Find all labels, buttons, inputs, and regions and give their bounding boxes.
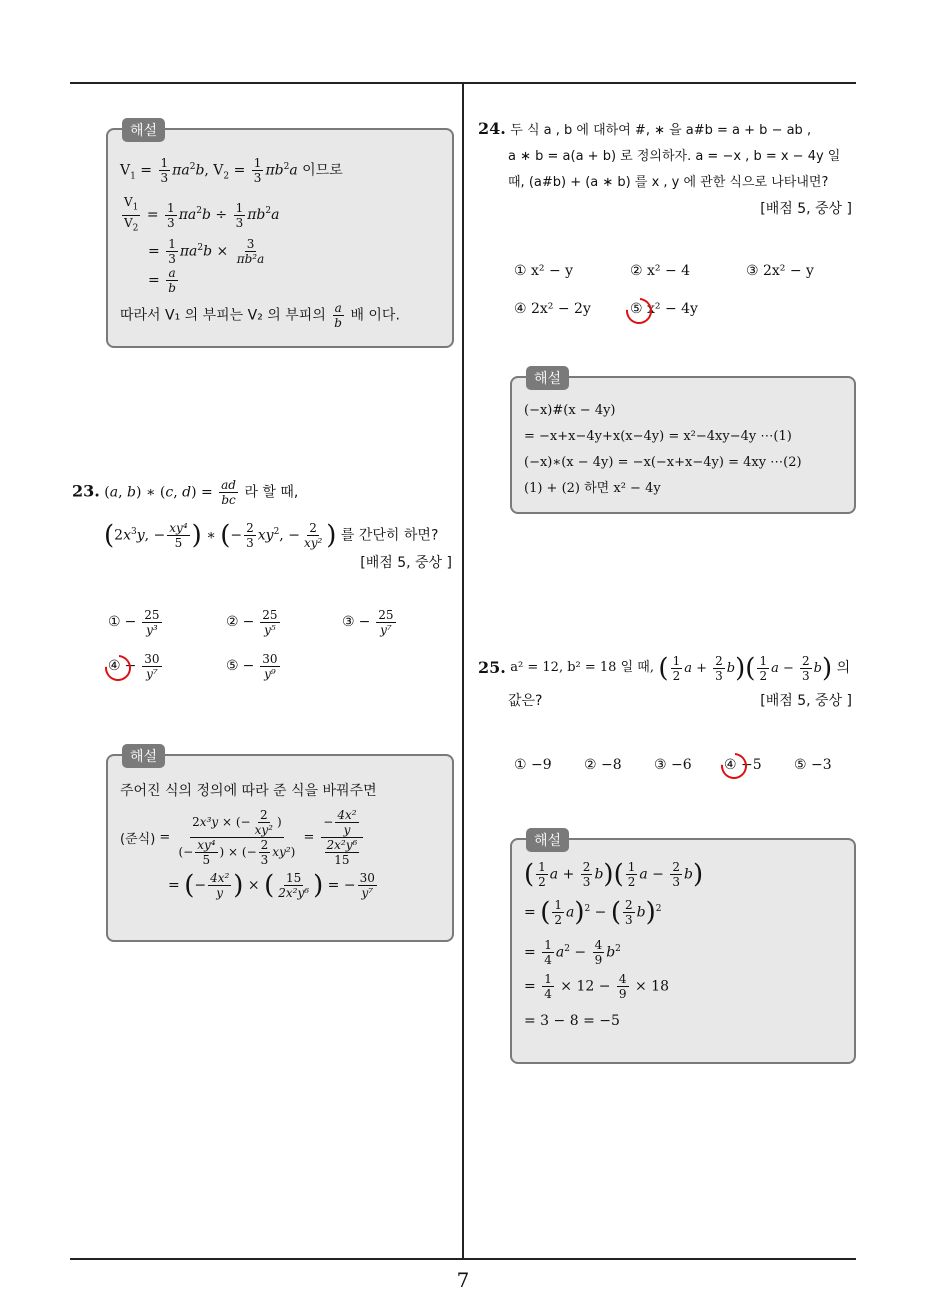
choice-2[interactable]: ② − $\frac{25}{\text{y⁵}}$	[226, 607, 278, 637]
center-divider	[462, 82, 464, 1260]
choice-4[interactable]: ④ −5	[724, 757, 762, 773]
choice-4[interactable]: ④ 2x² − 2y	[514, 301, 591, 317]
choice-1[interactable]: ① −9	[514, 757, 552, 773]
question-number: 23.	[72, 481, 100, 501]
q24-sol-line-1: (−x)#(x − 4y)	[524, 403, 616, 418]
q24-sol-line-3: (−x)∗(x − 4y) = −x(−x+x−4y) = 4xy ⋯(2)	[524, 455, 802, 470]
solution-tag: 해설	[526, 828, 569, 852]
choice-1[interactable]: ① − $\frac{25}{\text{y³}}$	[108, 607, 160, 637]
q25-sol-line-2: = ( $\frac{1}{2}$ a)$^2$ − ( $\frac{2}{3}$ b)$^2$	[524, 897, 662, 928]
solution-tag: 해설	[526, 366, 569, 390]
solution-box-q24	[510, 371, 856, 514]
question-number: 25.	[478, 658, 506, 677]
question-24	[478, 116, 856, 328]
ratio-line: $\frac{V_1}{V_2}$ = $\frac{1}{3}$ $\pi a^2b$ ÷ $\frac{1}{3}$ $\pi b^2a$	[124, 195, 280, 234]
volume-def-line: $V_1$ = $\frac{1}{3}$ $\pi a^2b$, $V_2$ = $\frac{1}{3}$ $\pi b^2a$ 이므로	[120, 156, 343, 186]
q23-sol-fraction: (준식) = 2x³y × (− $\frac{2}{\text{xy²}}$ ) (− $\frac{\text{xy⁴}}{5}$ ) × (− $\frac{2}{3}$ xy²) = − $\frac{\text{4x²}}{y}$ $\frac{\text{2x²y⁶}}{15}$	[120, 808, 440, 867]
choice-5[interactable]: ⑤ −3	[794, 757, 832, 773]
q24-text-3: 때, (a#b) + (a ∗ b) 를 x , y 에 관한 식으로 나타내면?	[508, 175, 829, 190]
q23-choices	[72, 600, 456, 688]
choice-5[interactable]: ⑤ − $\frac{30}{\text{y⁹}}$	[226, 651, 278, 681]
solution-box-q25	[510, 833, 856, 1064]
question-25	[478, 648, 856, 780]
conclusion-line: 따라서 V₁ 의 부피는 V₂ 의 부피의 $\frac{a}{b}$ 배 이다.	[120, 301, 400, 331]
q23-sol-intro: 주어진 식의 정의에 따라 준 식을 바꿔주면	[120, 783, 377, 799]
q23-points: [배점 5, 중상 ]	[360, 555, 452, 572]
q25-choices	[478, 750, 856, 780]
q23-definition: 23. (a, b) ∗ (c, d) = $\frac{ad}{bc}$ 라 할 때,	[72, 478, 299, 507]
bottom-rule	[70, 1258, 856, 1260]
q24-sol-line-4: (1) + (2) 하면 x² − 4y	[524, 481, 661, 496]
q25-sol-line-4: = $\frac{1}{4}$ × 12 − $\frac{4}{9}$ × 18	[524, 972, 669, 1001]
q25-text-1: 25. a² = 12, b² = 18 일 때, ( $\frac{1}{2}$ a + $\frac{2}{3}$ b)( $\frac{1}{2}$ a − $\frac{2}{3}$ b) 의	[478, 653, 851, 683]
choice-3[interactable]: ③ 2x² − y	[746, 263, 814, 279]
choice-2[interactable]: ② x² − 4	[630, 263, 691, 279]
q24-text-1: 24. 두 식 a , b 에 대하여 #, ∗ 을 a#b = a + b − ab ,	[478, 119, 812, 138]
page-number: 7	[456, 1268, 470, 1292]
q25-sol-line-1: ( $\frac{1}{2}$ a + $\frac{2}{3}$ b)( $\frac{1}{2}$ a − $\frac{2}{3}$ b)	[524, 859, 704, 890]
solution-tag: 해설	[122, 744, 165, 768]
solution-box-q22	[106, 123, 454, 348]
question-23	[72, 478, 456, 688]
q24-sol-line-2: = −x+x−4y+x(x−4y) = x²−4xy−4y ⋯(1)	[524, 429, 792, 444]
q25-sol-line-5: = 3 − 8 = −5	[524, 1013, 620, 1029]
solution-tag: 해설	[122, 118, 165, 142]
q23-sol-result: = (− $\frac{\text{4x²}}{y}$ ) × ( $\frac{15}{\text{2x²y⁶}}$ ) = − $\frac{30}{\text{y⁷}}$	[168, 870, 375, 901]
q24-choices	[478, 252, 856, 328]
choice-4[interactable]: ④ − $\frac{30}{\text{y⁷}}$	[108, 651, 160, 681]
q25-sol-line-3: = $\frac{1}{4}$ $a^2$ − $\frac{4}{9}$ $b^2$	[524, 938, 621, 968]
question-number: 24.	[478, 119, 506, 138]
choice-5[interactable]: ⑤ x² − 4y	[630, 301, 698, 317]
solution-box-q23	[106, 749, 454, 942]
q24-text-2: a ∗ b = a(a + b) 로 정의하자. a = −x , b = x − 4y 일	[508, 149, 841, 164]
q25-points: [배점 5, 중상 ]	[760, 693, 852, 709]
choice-3[interactable]: ③ − $\frac{25}{\text{y⁷}}$	[342, 607, 394, 637]
q23-expression: ($2x^3y$, − $\frac{\text{xy⁴}}{5}$ ) ∗ (− $\frac{2}{3}$ $xy^2$, − $\frac{2}{\text{xy²}}$ ) 를 간단히 하면?	[104, 520, 439, 551]
choice-3[interactable]: ③ −6	[654, 757, 692, 773]
ratio-step3: = $\frac{a}{b}$	[148, 266, 176, 296]
ratio-step2: = $\frac{1}{3}$ $\pi a^2b$ × $\frac{3}{\text{πb²a}}$	[148, 237, 265, 267]
q25-text-2: 값은? [배점 5, 중상 ]	[478, 688, 856, 714]
q24-points: [배점 5, 중상 ]	[760, 201, 852, 217]
choice-2[interactable]: ② −8	[584, 757, 622, 773]
choice-1[interactable]: ① x² − y	[514, 263, 574, 279]
